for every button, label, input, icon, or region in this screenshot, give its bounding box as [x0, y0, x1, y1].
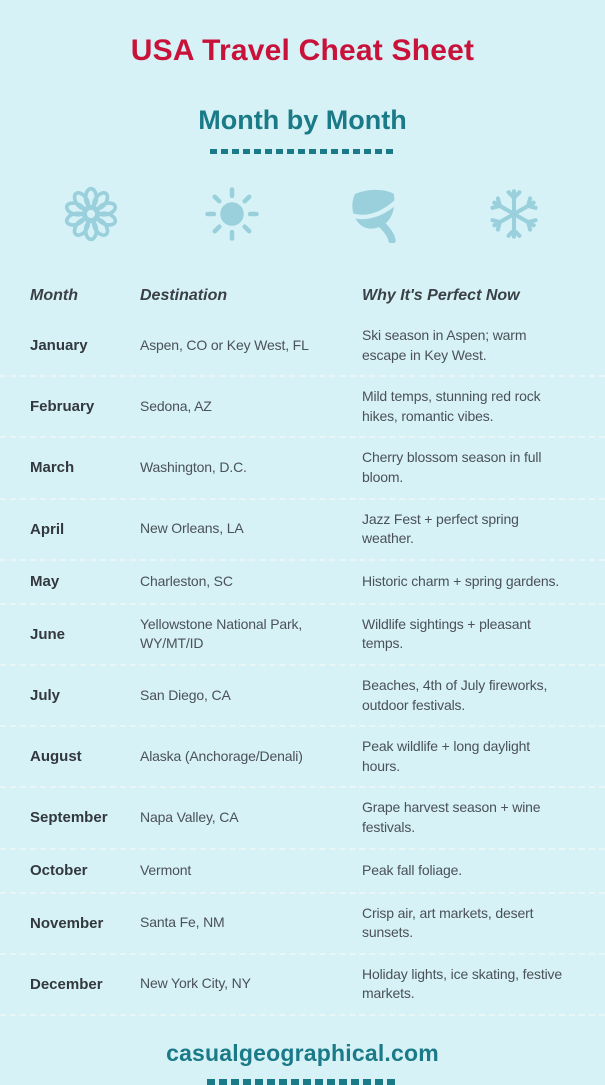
month-cell: December — [30, 975, 103, 993]
why-cell: Crisp air, art markets, desert sunsets. — [362, 904, 534, 941]
month-cell: September — [30, 809, 108, 827]
table-row — [0, 500, 605, 561]
table-row — [0, 727, 605, 788]
why-cell: Mild temps, stunning red rock hikes, romantic vibes. — [362, 388, 541, 424]
table-row — [0, 561, 605, 605]
month-cell: March — [30, 459, 75, 477]
flower-icon — [62, 185, 120, 243]
table-row — [0, 850, 605, 894]
month-cell: February — [30, 398, 95, 416]
table-row — [0, 788, 605, 849]
column-header-destination: Destination — [140, 287, 228, 304]
column-header-month: Month — [30, 287, 78, 304]
why-cell: Ski season in Aspen; warm escape in Key West. — [362, 327, 527, 363]
month-cell: June — [30, 625, 66, 643]
destination-cell: Alaska (Anchorage/Denali) — [140, 747, 303, 764]
why-cell: Wildlife sightings + pleasant temps. — [362, 615, 531, 652]
table-row — [0, 438, 605, 499]
month-cell: January — [30, 337, 88, 355]
month-cell: October — [30, 862, 88, 879]
table-body — [0, 316, 605, 1016]
snowflake-icon — [485, 185, 543, 243]
footer — [0, 1040, 605, 1085]
destination-cell: Aspen, CO or Key West, FL — [140, 336, 309, 353]
website-url: casualgeographical.com — [166, 1039, 439, 1066]
destination-cell: New York City, NY — [140, 975, 251, 992]
month-cell: May — [30, 573, 60, 591]
table-row — [0, 894, 605, 955]
column-header-why: Why It's Perfect Now — [362, 287, 520, 304]
destination-cell: Charleston, SC — [140, 572, 233, 589]
table-row — [0, 316, 605, 377]
why-cell: Peak wildlife + long daylight hours. — [362, 738, 531, 774]
why-cell: Historic charm + spring gardens. — [362, 572, 560, 589]
destination-cell: Napa Valley, CA — [140, 809, 239, 826]
why-cell: Jazz Fest + perfect spring weather. — [362, 510, 519, 547]
month-cell: April — [30, 520, 65, 538]
why-cell: Peak fall foliage. — [362, 861, 463, 878]
destination-cell: Washington, D.C. — [140, 459, 247, 476]
why-cell: Beaches, 4th of July fireworks, outdoor festivals. — [362, 676, 548, 713]
why-cell: Holiday lights, ice skating, festive markets. — [362, 965, 563, 1002]
month-table — [0, 281, 605, 1016]
page-subtitle: Month by Month — [198, 105, 407, 135]
destination-cell: New Orleans, LA — [140, 520, 244, 537]
month-cell: August — [30, 748, 82, 766]
season-icons-row — [62, 185, 543, 243]
leaf-icon — [344, 185, 402, 243]
why-cell: Cherry blossom season in full bloom. — [362, 449, 542, 485]
month-cell: July — [30, 687, 61, 705]
table-row — [0, 666, 605, 727]
destination-cell: Vermont — [140, 861, 192, 878]
month-cell: November — [30, 914, 104, 932]
destination-cell: San Diego, CA — [140, 686, 231, 703]
why-cell: Grape harvest season + wine festivals. — [362, 799, 541, 835]
destination-cell: Santa Fe, NM — [140, 914, 225, 931]
page-title: USA Travel Cheat Sheet — [130, 34, 475, 67]
table-row — [0, 605, 605, 666]
footer-underline — [207, 1079, 399, 1085]
table-row — [0, 955, 605, 1016]
sun-icon — [203, 185, 261, 243]
destination-cell: Yellowstone National Park, WY/MT/ID — [140, 615, 303, 652]
subtitle-underline — [210, 149, 396, 154]
table-row — [0, 377, 605, 438]
table-header-row — [0, 281, 605, 311]
destination-cell: Sedona, AZ — [140, 397, 212, 414]
